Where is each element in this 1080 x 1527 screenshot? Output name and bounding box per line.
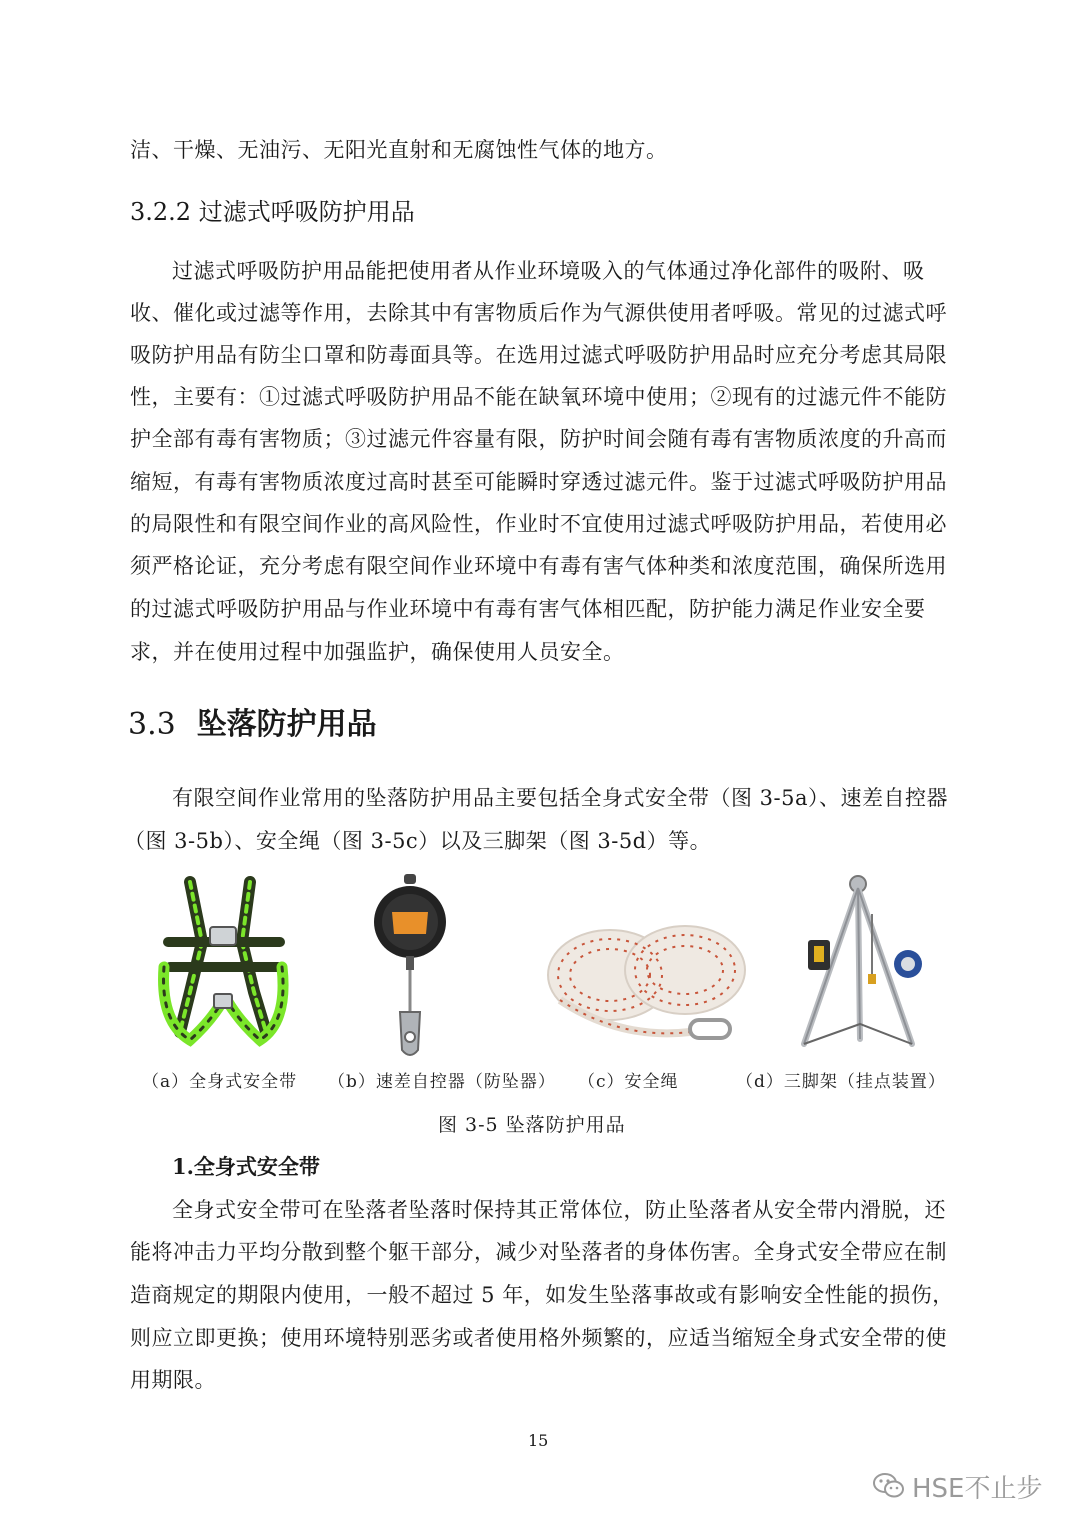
paragraph-line: 性，主要有：①过滤式呼吸防护用品不能在缺氧环境中使用；②现有的过滤元件不能防 bbox=[130, 385, 947, 409]
paragraph-line: 则应立即更换；使用环境特别恶劣或者使用格外频繁的，应适当缩短全身式安全带的使 bbox=[130, 1326, 947, 1350]
figure-caption-c: （c）安全绳 bbox=[578, 1072, 679, 1092]
paragraph-line: 造商规定的期限内使用，一般不超过 5 年，如发生坠落事故或有影响安全性能的损伤， bbox=[130, 1283, 954, 1307]
subsection-heading: 1.全身式安全带 bbox=[172, 1154, 320, 1179]
full-body-harness-image bbox=[150, 872, 300, 1052]
section-title: 坠落防护用品 bbox=[196, 707, 377, 742]
paragraph-fragment: 洁、干燥、无油污、无阳光直射和无腐蚀性气体的地方。 bbox=[130, 138, 668, 162]
paragraph-line: 求，并在使用过程中加强监护，确保使用人员安全。 bbox=[130, 640, 625, 664]
figure-caption-b: （b）速差自控器（防坠器） bbox=[328, 1072, 556, 1092]
section-number: 3.3 bbox=[128, 707, 176, 742]
paragraph-line: 护全部有毒有害物质；③过滤元件容量有限，防护时间会随有毒有害物质浓度的升高而 bbox=[130, 427, 947, 451]
self-retracting-lifeline-image bbox=[370, 872, 450, 1062]
paragraph-line: 须严格论证，充分考虑有限空间作业环境中有毒有害气体种类和浓度范围，确保所选用 bbox=[130, 554, 947, 578]
tripod-image bbox=[796, 874, 936, 1054]
wechat-icon bbox=[872, 1471, 906, 1501]
paragraph-line: 吸防护用品有防尘口罩和防毒面具等。在选用过滤式呼吸防护用品时应充分考虑其局限 bbox=[130, 343, 947, 367]
section-heading-3-2-2: 3.2.2 过滤式呼吸防护用品 bbox=[130, 198, 415, 226]
watermark-text: HSE不止步 bbox=[912, 1473, 1043, 1504]
paragraph-line: （图 3-5b）、安全绳（图 3-5c）以及三脚架（图 3-5d）等。 bbox=[124, 829, 712, 853]
page-number: 15 bbox=[528, 1431, 549, 1450]
figure-title: 图 3-5 坠落防护用品 bbox=[438, 1114, 626, 1136]
paragraph-line: 收、催化或过滤等作用，去除其中有害物质后作为气源供使用者呼吸。常见的过滤式呼 bbox=[130, 301, 947, 325]
paragraph-line: 的过滤式呼吸防护用品与作业环境中有毒有害气体相匹配，防护能力满足作业安全要 bbox=[130, 597, 926, 621]
paragraph-line: 全身式安全带可在坠落者坠落时保持其正常体位，防止坠落者从安全带内滑脱，还 bbox=[172, 1198, 946, 1222]
paragraph-line: 的局限性和有限空间作业的高风险性，作业时不宜使用过滤式呼吸防护用品，若使用必 bbox=[130, 512, 947, 536]
paragraph-line: 缩短，有毒有害物质浓度过高时甚至可能瞬时穿透过滤元件。鉴于过滤式呼吸防护用品 bbox=[130, 470, 947, 494]
paragraph-line: 能将冲击力平均分散到整个躯干部分，减少对坠落者的身体伤害。全身式安全带应在制 bbox=[130, 1240, 947, 1264]
paragraph-line: 用期限。 bbox=[130, 1368, 216, 1392]
figure-caption-d: （d）三脚架（挂点装置） bbox=[736, 1072, 946, 1092]
paragraph-line: 有限空间作业常用的坠落防护用品主要包括全身式安全带（图 3-5a）、速差自控器 bbox=[172, 786, 949, 810]
section-heading-3-3 bbox=[128, 705, 377, 745]
safety-rope-image bbox=[540, 920, 750, 1050]
figure-caption-a: （a）全身式安全带 bbox=[142, 1072, 298, 1092]
paragraph-line: 过滤式呼吸防护用品能把使用者从作业环境吸入的气体通过净化部件的吸附、吸 bbox=[172, 259, 925, 283]
watermark bbox=[872, 1466, 1042, 1506]
